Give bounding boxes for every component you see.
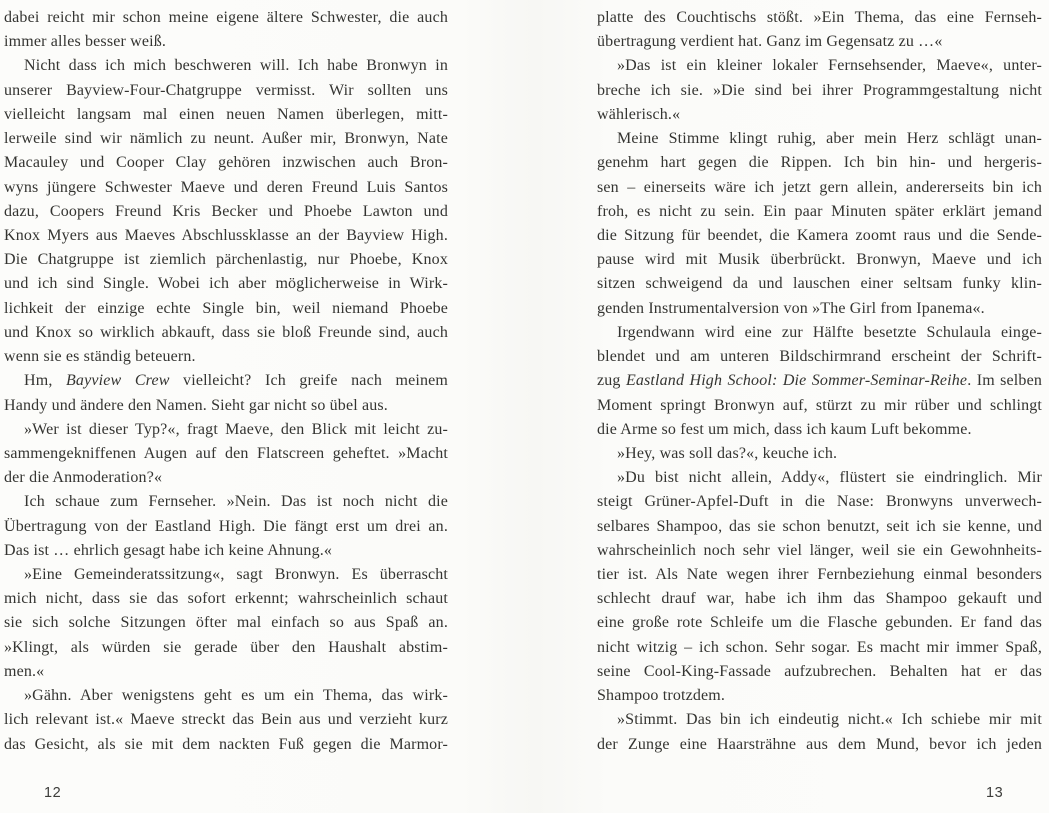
- text-segment: die Sitzung für beendet, die Kamera zoomt raus und die Sende-: [597, 226, 1042, 244]
- text-line: [4, 708, 448, 732]
- text-segment: »Das ist ein kleiner lokaler Fernsehsender, Maeve«, unter-: [617, 57, 1042, 75]
- text-line: [597, 369, 1042, 393]
- text-segment: »Du bist nicht allein, Addy«, flüstert sie eindringlich. Mir: [617, 469, 1042, 487]
- text-segment: steigt Grüner-Apfel-Duft in die Nase: Bronwyns unverwech-: [597, 493, 1042, 511]
- text-segment: lich relevant ist.« Maeve streckt das Bein aus und verzieht kurz: [4, 711, 448, 729]
- text-line: [597, 394, 1042, 418]
- text-line: [597, 127, 1042, 151]
- text-segment: genden Instrumentalversion von »The Girl from Ipanema«.: [597, 299, 985, 317]
- text-segment: übertragung verdient hat. Ganz im Gegensatz zu …«: [597, 33, 943, 51]
- text-segment: sen – einerseits wäre ich jetzt gern allein, andererseits bin ich: [597, 178, 1042, 196]
- text-line: [597, 30, 1042, 54]
- text-segment: breche ich sie. »Die sind bei ihrer Programmgestaltung nicht: [597, 81, 1042, 99]
- text-line: [597, 515, 1042, 539]
- text-segment: Irgendwann wird eine zur Hälfte besetzte Schulaula einge-: [617, 323, 1042, 341]
- text-line: [4, 151, 448, 175]
- page-left-text: [4, 6, 448, 757]
- text-segment: selbares Shampoo, das sie schon benutzt, seit ich sie kenne, und: [597, 517, 1042, 535]
- text-segment: »Wer ist dieser Typ?«, fragt Maeve, den Blick mit leicht zu-: [24, 420, 448, 438]
- text-line: [597, 490, 1042, 514]
- text-segment: sitzen schweigend da und lauschen einer seltsam funky klin-: [597, 275, 1042, 293]
- text-segment: Moment springt Bronwyn auf, stürzt zu mir rüber und schlingt: [597, 396, 1042, 414]
- text-segment: unserer Bayview-Four-Chatgruppe vermisst. Wir sollten uns: [4, 81, 448, 99]
- text-segment: der die Anmoderation?«: [4, 469, 163, 487]
- text-line: [597, 684, 1042, 708]
- text-segment: zug: [597, 372, 626, 390]
- text-segment: . Im selben: [967, 372, 1042, 390]
- text-line: [597, 442, 1042, 466]
- text-line: [4, 394, 448, 418]
- text-line: [597, 200, 1042, 224]
- text-line: [4, 636, 448, 660]
- text-segment: Meine Stimme klingt ruhig, aber mein Herz schlägt unan-: [617, 130, 1042, 148]
- text-line: [597, 660, 1042, 684]
- text-segment: mich nicht, dass sie das sofort erkennt; wahrscheinlich schaut: [4, 590, 448, 608]
- text-line: [597, 103, 1042, 127]
- text-line: [4, 563, 448, 587]
- text-line: [4, 490, 448, 514]
- text-line: [597, 466, 1042, 490]
- text-segment: lichkeit der einzige echte Single bin, weil niemand Phoebe: [4, 299, 448, 317]
- text-line: [4, 6, 448, 30]
- text-line: [4, 466, 448, 490]
- text-segment: seine Cool-King-Fassade aufzubrechen. Behalten hat er das: [597, 662, 1042, 680]
- text-segment: dazu, Coopers Freund Kris Becker und Phoebe Lawton und: [4, 202, 448, 220]
- text-segment: und ich sind Single. Wobei ich aber möglicherweise in Wirk-: [4, 275, 448, 293]
- text-segment: das Gesicht, als sie mit dem nackten Fuß gegen die Marmor-: [4, 735, 448, 753]
- text-line: [597, 151, 1042, 175]
- text-line: [597, 248, 1042, 272]
- text-segment: wyns jüngere Schwester Maeve und deren Freund Luis Santos: [4, 178, 448, 196]
- text-line: [597, 79, 1042, 103]
- text-line: [597, 563, 1042, 587]
- page-number-right: 13: [986, 785, 1004, 801]
- text-line: [597, 224, 1042, 248]
- text-line: [597, 733, 1042, 757]
- text-line: [4, 660, 448, 684]
- text-segment: Ich schaue zum Fernseher. »Nein. Das ist noch nicht die: [24, 493, 448, 511]
- text-line: [597, 297, 1042, 321]
- text-line: [597, 418, 1042, 442]
- text-segment: Handy und ändere den Namen. Sieht gar nicht so übel aus.: [4, 396, 388, 414]
- text-line: [4, 272, 448, 296]
- text-line: [4, 297, 448, 321]
- text-line: [597, 345, 1042, 369]
- text-line: [4, 611, 448, 635]
- text-segment: men.«: [4, 662, 45, 680]
- text-line: [4, 224, 448, 248]
- text-segment: Knox Myers aus Maeves Abschlussklasse an der Bayview High.: [4, 226, 448, 244]
- text-segment: immer alles besser weiß.: [4, 33, 167, 51]
- text-segment: pause wird mit Musik überbrückt. Bronwyn, Maeve und ich: [597, 251, 1042, 269]
- text-line: [4, 54, 448, 78]
- text-segment: Shampoo trotzdem.: [597, 687, 726, 705]
- text-line: [4, 200, 448, 224]
- text-segment: wahrscheinlich noch sehr viel länger, weil sie ein Gewohnheits-: [597, 541, 1042, 559]
- text-line: [4, 418, 448, 442]
- text-segment: Übertragung von der Eastland High. Die fängt erst um drei an.: [4, 517, 448, 535]
- text-segment: eine große rote Schleife um die Flasche gebunden. Er fand das: [597, 614, 1042, 632]
- text-segment: vielleicht? Ich greife nach meinem: [169, 372, 448, 390]
- text-line: [597, 539, 1042, 563]
- page-right-text: [597, 6, 1042, 757]
- text-segment: »Stimmt. Das bin ich eindeutig nicht.« Ich schiebe mir mit: [617, 711, 1042, 729]
- text-line: [597, 636, 1042, 660]
- text-line: [4, 515, 448, 539]
- text-line: [597, 611, 1042, 635]
- text-line: [4, 587, 448, 611]
- page-number-left: 12: [44, 785, 62, 801]
- text-line: [597, 587, 1042, 611]
- text-line: [4, 539, 448, 563]
- text-segment: »Hey, was soll das?«, keuche ich.: [617, 444, 838, 462]
- text-line: [4, 345, 448, 369]
- text-segment: Die Chatgruppe ist ziemlich pärchenlastig, nur Phoebe, Knox: [4, 251, 448, 269]
- text-segment: tier ist. Als Nate wegen ihrer Fernbeziehung einmal besonders: [597, 566, 1042, 584]
- text-line: [4, 30, 448, 54]
- text-segment: wählerisch.«: [597, 105, 681, 123]
- text-segment: und Knox so wirklich abkauft, dass sie bloß Freunde sind, auch: [4, 323, 448, 341]
- text-segment: genehm hart gegen die Rippen. Ich bin hin- und hergeris-: [597, 154, 1042, 172]
- text-segment: schlecht drauf war, habe ich ihm das Shampoo gekauft und: [597, 590, 1042, 608]
- text-segment: platte des Couchtischs stößt. »Ein Thema, das eine Fernseh-: [597, 9, 1042, 26]
- text-line: [4, 103, 448, 127]
- text-line: [4, 442, 448, 466]
- text-line: [597, 6, 1042, 30]
- text-segment: Nicht dass ich mich beschweren will. Ich habe Bronwyn in: [24, 57, 448, 75]
- text-segment: sammengekniffenen Augen auf den Flatscreen geheftet. »Macht: [4, 444, 448, 462]
- text-line: [597, 176, 1042, 200]
- text-segment: vielleicht langsam mal einen neuen Namen überlegen, mitt-: [4, 105, 448, 123]
- text-line: [4, 369, 448, 393]
- italic-text-segment: Eastland High School: Die Sommer-Seminar-Reihe: [625, 372, 968, 390]
- text-line: [4, 79, 448, 103]
- italic-text-segment: Bayview Crew: [66, 372, 170, 390]
- text-segment: »Gähn. Aber wenigstens geht es um ein Thema, das wirk-: [24, 687, 448, 705]
- text-segment: Macauley und Cooper Clay gehören inzwischen auch Bron-: [4, 154, 448, 172]
- text-segment: Hm,: [24, 372, 66, 390]
- text-line: [597, 272, 1042, 296]
- text-line: [4, 733, 448, 757]
- text-line: [4, 176, 448, 200]
- text-segment: die Arme so fest um mich, dass ich kaum Luft bekomme.: [597, 420, 972, 438]
- text-segment: blendet und am unteren Bildschirmrand erscheint der Schrift-: [597, 348, 1042, 366]
- text-segment: froh, es nicht zu sein. Ein paar Minuten später erklärt jemand: [597, 202, 1042, 220]
- text-line: [597, 708, 1042, 732]
- text-segment: lerweile sind wir nämlich zu neunt. Außer mir, Bronwyn, Nate: [4, 130, 448, 148]
- text-line: [4, 127, 448, 151]
- text-line: [4, 684, 448, 708]
- text-line: [597, 54, 1042, 78]
- text-line: [4, 248, 448, 272]
- text-segment: »Eine Gemeinderatssitzung«, sagt Bronwyn. Es überrascht: [24, 566, 448, 584]
- text-segment: Das ist … ehrlich gesagt habe ich keine Ahnung.«: [4, 541, 333, 559]
- text-segment: der Zunge eine Haarsträhne aus dem Mund, bevor ich jeden: [597, 735, 1042, 753]
- text-segment: sie sich solche Sitzungen öfter mal einfach so aus Spaß an.: [4, 614, 448, 632]
- text-segment: dabei reicht mir schon meine eigene ältere Schwester, die auch: [4, 9, 448, 26]
- text-line: [4, 321, 448, 345]
- text-segment: nicht witzig – ich schon. Sehr sogar. Es macht mir immer Spaß,: [597, 638, 1042, 656]
- text-line: [597, 321, 1042, 345]
- text-segment: wenn sie es ständig beteuern.: [4, 348, 196, 366]
- text-segment: »Klingt, als würden sie gerade über den Haushalt abstim-: [4, 638, 448, 656]
